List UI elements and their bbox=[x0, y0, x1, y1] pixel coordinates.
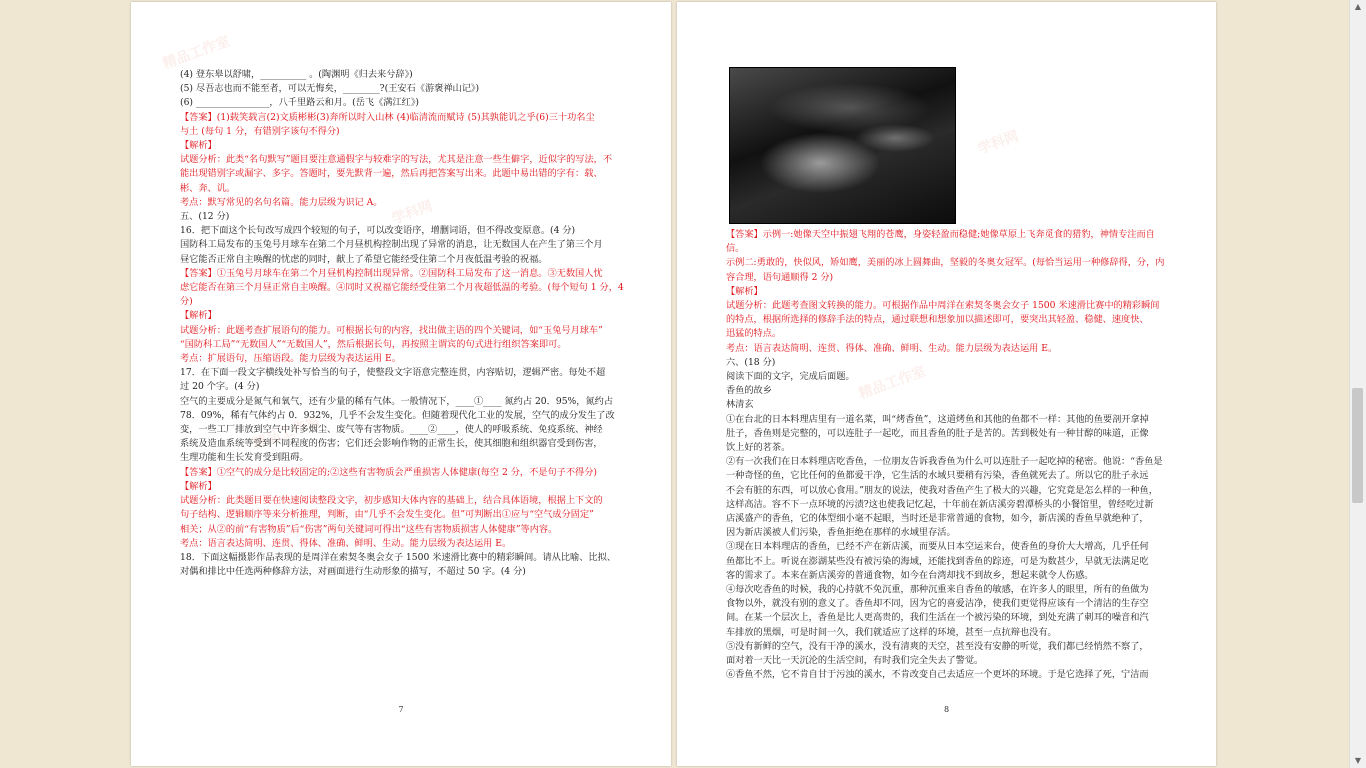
text-line: 面对着一天比一天沉沦的生活空间，有时我们完全失去了警觉。 bbox=[726, 655, 984, 667]
scrollbar-thumb[interactable] bbox=[1352, 388, 1363, 503]
answer-line: 试题分析：此类题目要在快速阅读整段文字，初步感知大体内容的基础上，结合具体语境，根据上下文的 bbox=[180, 495, 603, 507]
text-line: 食物以外，就没有别的意义了。香鱼却不同，因为它的喜爱洁净，使我们更觉得应该有一个清洁的生存空 bbox=[726, 598, 1149, 610]
text-line: 六、(18 分) bbox=[726, 356, 776, 368]
answer-line: 【解析】 bbox=[180, 480, 217, 492]
page-8-text bbox=[726, 228, 1176, 683]
text-line: 变，一些工厂排放到空气中许多烟尘、废气等有害物质。____②____，使人的呼吸系统、免疫系统、神经 bbox=[180, 424, 603, 436]
text-line: (4) 登东皋以舒啸，__________ 。(陶渊明《归去来兮辞》) bbox=[180, 69, 413, 80]
text-line: 空气的主要成分是氮气和氧气，还有少量的稀有气体。一般情况下，____①____ 氮约占 20．95%，氮约占 bbox=[180, 395, 614, 407]
text-line: 间。在某一个层次上，香鱼是比人更高贵的，我们生活在一个被污染的环境，到处充满了刺耳的噪音和汽 bbox=[726, 612, 1149, 624]
answer-line: 【答案】(1)载笑载言(2)文质彬彬(3)奔所以时入山林 (4)临清流而赋诗 (5)其孰能讥之乎(6)三十功名尘 bbox=[180, 111, 595, 123]
text-line: ④每次吃香鱼的时候，我的心持就不免沉重，那种沉重来自香鱼的敏感，在许多人的眼里，所有的鱼做为 bbox=[726, 584, 1149, 596]
answer-line: 相关；从②的前“有害物质”后“伤害”两句关键词可得出“这些有害物质损害人体健康”等内容。 bbox=[180, 523, 558, 535]
text-line: 饮上好的茗茶。 bbox=[726, 442, 791, 454]
watermark: 学科网 bbox=[389, 198, 435, 228]
answer-line: 句子结构、逻辑顺序等来分析推理，判断，由“几乎不会发生变化。但”可判断出①应与“空气成分固定” bbox=[180, 509, 594, 521]
text-line: 国防科工局发布的玉兔号月球车在第二个月昼机构控制出现了异常的消息，让无数国人在产生了第三个月 bbox=[180, 239, 603, 251]
text-line: (6) ________________，八千里路云和月。(岳飞《满江红》) bbox=[180, 97, 420, 109]
answer-line: 能出现错别字或漏字、多字。答题时，要先默背一遍，然后再把答案写出来。此题中易出错的字有：载、 bbox=[180, 168, 603, 180]
answer-line: 试题分析：此题考查扩展语句的能力。可根据长句的内容，找出做主语的四个关键词，如“玉兔号月球车” bbox=[180, 324, 603, 336]
page-7-text bbox=[180, 68, 631, 579]
answer-line: 【答案】示例一:她像天空中振翅飞翔的苍鹰，身姿轻盈而稳健;她像草原上飞奔觅食的猎豹，神情专注而自 bbox=[726, 229, 1155, 240]
text-line: 78．09%，稀有气体约占 0．932%，几乎不会发生变化。但随着现代化工业的发展，空气的成分发生了改 bbox=[180, 409, 615, 421]
scroll-down-arrow-icon[interactable]: ▼ bbox=[1354, 756, 1362, 765]
text-line: ⑤没有新鲜的空气，没有干净的溪水，没有清爽的天空，甚至没有安静的听觉，我们都已经悄然不察了， bbox=[726, 640, 1149, 652]
answer-line: 容合理，语句通顺得 2 分) bbox=[726, 271, 834, 283]
answer-line: 试题分析：此题考查图文转换的能力。可根据作品中周洋在索契冬奥会女子 1500 米速滑比赛中的精彩瞬间 bbox=[726, 300, 1160, 312]
text-line: 16．把下面这个长句改写成四个较短的句子，可以改变语序，增删词语，但不得改变原意。(4 分) bbox=[180, 225, 576, 237]
text-line: 店溪盛产的香鱼，它的体型细小毫不起眼，当时还是非常普通的食物，如今，新店溪的香鱼早就绝种了， bbox=[726, 513, 1149, 525]
answer-line: 【解析】 bbox=[180, 140, 217, 152]
text-line: ②有一次我们在日本料理店吃香鱼，一位朋友告诉我香鱼为什么可以连肚子一起吃掉的秘密。他说：“香鱼是 bbox=[726, 456, 1163, 468]
answer-line: 考点：语言表达简明、连贯、得体、准确、鲜明、生动。能力层级为表达运用 E。 bbox=[180, 537, 512, 549]
watermark: 精品工作室 bbox=[856, 363, 928, 403]
answer-line: 试题分析：此类“名句默写”题目要注意通假字与较难字的写法，尤其是注意一些生僻字，近似字的写法，不 bbox=[180, 154, 613, 166]
answer-line: “国防科工局”“无数国人”“无数国人”，然后根据长句，再按照主谓宾的句式进行组织答案即可。 bbox=[180, 338, 567, 350]
answer-line: 信。 bbox=[726, 243, 745, 255]
answer-line: 【解析】 bbox=[726, 285, 763, 297]
page-number: 7 bbox=[398, 705, 404, 714]
text-line: 肚子，香鱼则是完整的，可以连肚子一起吃，而且香鱼的肚子是苦的。苦到极处有一种甘醇的味道，正像 bbox=[726, 427, 1149, 439]
text-line: 五、(12 分) bbox=[180, 211, 230, 223]
answer-line: 分) bbox=[180, 296, 193, 308]
text-line: ①在台北的日本料理店里有一道名菜，叫“烤香鱼”，这道烤鱼和其他的鱼都不一样：其他的鱼要剖开拿掉 bbox=[726, 413, 1149, 425]
text-line: 18．下面这幅摄影作品表现的是周洋在索契冬奥会女子 1500 米速滑比赛中的精彩瞬间。请从比喻、比拟、 bbox=[180, 551, 616, 563]
text-line: 对偶和排比中任选两种修辞方法，对画面进行生动形象的描写，不超过 50 字。(4 分) bbox=[180, 566, 526, 578]
vertical-scrollbar[interactable] bbox=[1349, 0, 1366, 768]
text-line: 过 20 个字。(4 分) bbox=[180, 381, 260, 393]
answer-line: 考点：语言表达简明、连贯、得体、准确、鲜明、生动。能力层级为表达运用 E。 bbox=[726, 342, 1058, 354]
text-line: 系统及造血系统等受到不同程度的伤害；它们还会影响作物的正常生长，使其细胞和组织器官受到伤害， bbox=[180, 438, 603, 450]
answer-line: 【解析】 bbox=[180, 310, 217, 322]
text-line: 不会有脏的东西，可以放心食用。”朋友的说法，使我对香鱼产生了极大的兴趣，它究竟是怎么样的一种鱼， bbox=[726, 484, 1158, 496]
text-line: ③现在日本料理店的香鱼，已经不产在新店溪，而要从日本空运来台，使香鱼的身价大大增高，几乎任何 bbox=[726, 541, 1149, 553]
answer-line: 考点：默写常见的名句名篇。能力层级为识记 A。 bbox=[180, 196, 383, 208]
answer-line: 的特点，根据所选择的修辞手法的特点，通过联想和想象加以描述即可，要突出其轻盈、稳健、速度快、 bbox=[726, 314, 1149, 326]
text-line: 生理功能和生长发育受到阻碍。 bbox=[180, 452, 309, 464]
answer-line: 考点：扩展语句，压缩语段。能力层级为表达运用 E。 bbox=[180, 353, 401, 365]
text-line: 客的需求了。本来在新店溪旁的普通食物，如今在台湾却找不到故乡，想起来就令人伤感。 bbox=[726, 569, 1094, 581]
document-page-8 bbox=[677, 2, 1216, 766]
text-line: ⑥香鱼不然，它不肯自甘于污浊的溪水，不肯改变自己去适应一个更坏的环境。于是它选择了死，宁洁而 bbox=[726, 669, 1149, 681]
answer-line: 【答案】①玉兔号月球车在第二个月昼机构控制出现异常。②国防科工局发布了这一消息。③无数国人忧 bbox=[180, 267, 603, 279]
text-line: 因为新店溪被人们污染，香鱼拒绝在那样的水域里存活。 bbox=[726, 527, 956, 539]
text-line: 车排放的黑烟，可是时间一久，我们就适应了这样的环境，甚至一点抗辩也没有。 bbox=[726, 626, 1057, 638]
page-number: 8 bbox=[943, 705, 950, 714]
text-line: 昼它能否正常自主唤醒的忧虑的同时，献上了希望它能经受住第二个月夜低温考验的祝福。 bbox=[180, 253, 548, 265]
answer-line: 示例二:勇敢的，快似风，矫如鹰，美丽的冰上圆舞曲，坚毅的冬奥女冠军。(每恰当运用一种修辞得，分，内 bbox=[726, 257, 1165, 269]
watermark: 学科网 bbox=[975, 128, 1021, 158]
text-line: 鱼都比不上。听说在澎湖某些没有被污染的海域，还能找到香鱼的踪迹，可是为数甚少，早就无法满足吃 bbox=[726, 555, 1149, 567]
answer-line: 【答案】①空气的成分是比较固定的;②这些有害物质会严重损害人体健康(每空 2 分，不是句子不得分) bbox=[180, 466, 598, 478]
watermark: 精品工作室 bbox=[250, 413, 322, 453]
text-line: 香鱼的故乡 bbox=[726, 385, 772, 397]
scroll-up-arrow-icon[interactable]: ▲ bbox=[1354, 2, 1362, 11]
answer-line: 虑它能否在第三个月昼正常自主唤醒。④同时又祝福它能经受住第二个月夜超低温的考验。(每个短句 1 分，4 bbox=[180, 282, 624, 294]
text-line: 林清玄 bbox=[726, 399, 754, 411]
text-line: 一种奇怪的鱼，它比任何的鱼都爱干净，它生活的水域只要稍有污染，香鱼就死去了。所以它的肚子永远 bbox=[726, 470, 1149, 482]
text-line: (5) 尽吾志也而不能至者，可以无悔矣，________?(王安石《游褒禅山记》) bbox=[180, 83, 480, 95]
text-line: 这样高洁。容不下一点环境的污渍?这也使我记忆起，十年前在新店溪旁碧潭桥头的小餐馆里，曾经吃过新 bbox=[726, 498, 1154, 510]
text-line: 阅读下面的文字，完成后面题。 bbox=[726, 371, 855, 383]
watermark: 精品工作室 bbox=[160, 33, 232, 73]
text-line: 17．在下面一段文字横线处补写恰当的句子，使整段文字语意完整连贯，内容贴切，逻辑严密。每处不超 bbox=[180, 367, 606, 379]
answer-line: 彬、奔、讥。 bbox=[180, 182, 236, 194]
document-page-7 bbox=[131, 2, 671, 766]
answer-line: 迅猛的特点。 bbox=[726, 328, 782, 340]
answer-line: 与土 (每句 1 分，有错别字该句不得分) bbox=[180, 125, 340, 137]
speed-skating-photo bbox=[729, 67, 956, 224]
